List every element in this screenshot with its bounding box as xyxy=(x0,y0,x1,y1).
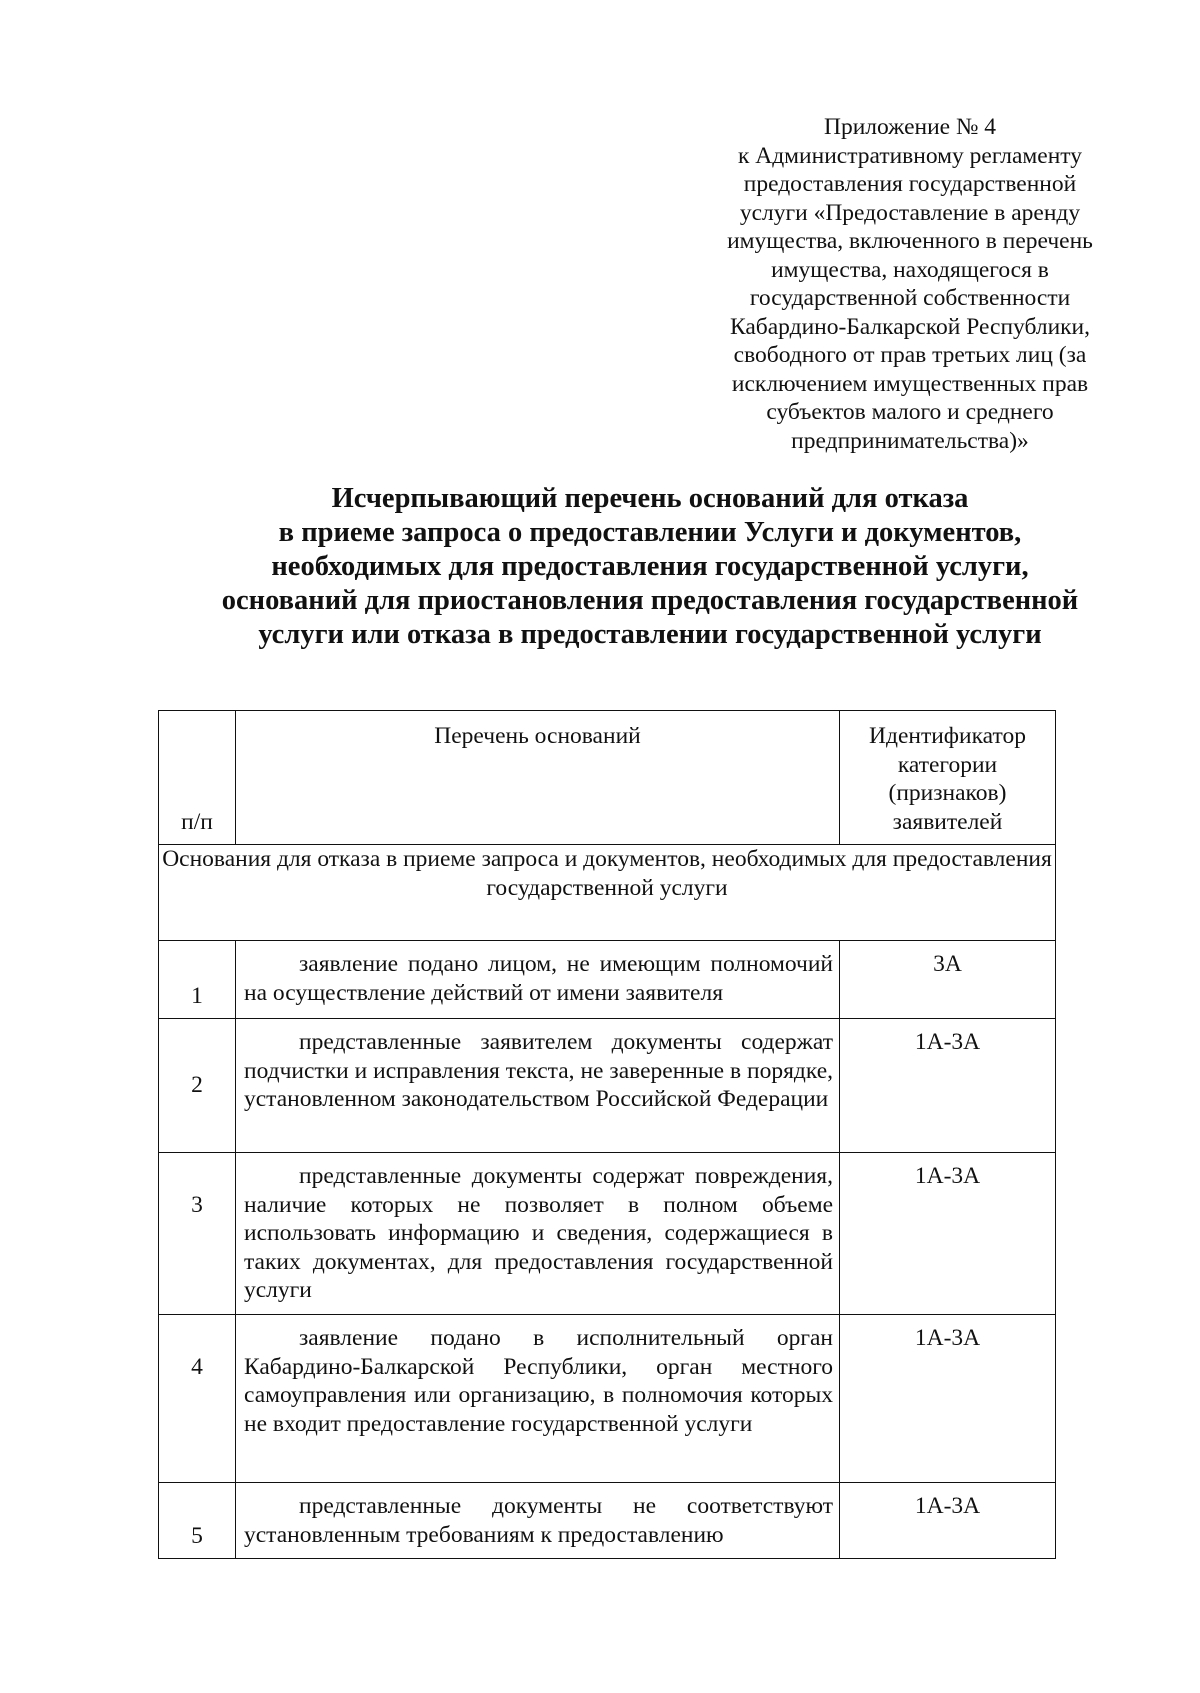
row-identifier: 3А xyxy=(840,941,1056,1019)
appendix-line: субъектов малого и среднего xyxy=(766,399,1054,425)
appendix-line: к Административному регламенту xyxy=(737,142,1083,169)
title-line: Исчерпывающий перечень оснований для отказа xyxy=(331,483,969,514)
appendix-line: исключением имущественных прав xyxy=(731,370,1089,397)
appendix-line: Кабардино-Балкарской Республики, xyxy=(729,313,1091,340)
row-identifier: 1А-3А xyxy=(840,1315,1056,1483)
appendix-line: предоставления государственной xyxy=(743,171,1077,197)
header-grounds: Перечень оснований xyxy=(236,711,840,845)
section-title: Основания для отказа в приеме запроса и документов, необходимых для предоставления государственной услуги xyxy=(159,845,1056,941)
row-number: 3 xyxy=(159,1153,236,1315)
document-title xyxy=(200,482,1100,652)
appendix-line: предпринимательства)» xyxy=(791,427,1029,454)
row-text: заявление подано в исполнительный орган Кабардино-Балкарской Республики, орган местного самоуправления или организацию, в полномочия которых не входит предоставление государственной услуги xyxy=(236,1315,840,1483)
appendix-line: государственной собственности xyxy=(749,285,1071,311)
row-number: 4 xyxy=(159,1315,236,1483)
grounds-table xyxy=(158,710,1056,1559)
row-identifier: 1А-3А xyxy=(840,1483,1056,1559)
appendix-line: свободного от прав третьих лиц (за xyxy=(733,342,1087,368)
row-identifier: 1А-3А xyxy=(840,1019,1056,1153)
row-text: представленные документы не соответствуют установленным требованиям к предоставлению xyxy=(236,1483,840,1559)
table-row xyxy=(159,941,1056,1019)
table-row xyxy=(159,1153,1056,1315)
row-number: 1 xyxy=(159,941,236,1019)
row-text: представленные заявителем документы содержат подчистки и исправления текста, не заверенные в порядке, установленном законодательством Российской Федерации xyxy=(236,1019,840,1153)
appendix-line: Приложение № 4 xyxy=(823,114,997,140)
title-line: в приеме запроса о предоставлении Услуги и документов, xyxy=(278,517,1022,548)
header-identifier: Идентификатор категории (признаков) заявителей xyxy=(840,711,1056,845)
header-number: п/п xyxy=(159,711,236,845)
section-row xyxy=(159,845,1056,941)
title-line: оснований для приостановления предоставления государственной xyxy=(221,585,1079,616)
appendix-line: услуги «Предоставление в аренду xyxy=(739,199,1081,226)
title-line: услуги или отказа в предоставлении государственной услуги xyxy=(258,619,1042,650)
row-text: представленные документы содержат повреждения, наличие которых не позволяет в полном объеме использовать информацию и сведения, содержащиеся в таких документах, для предоставления государственной услуги xyxy=(236,1153,840,1315)
table-row xyxy=(159,1315,1056,1483)
row-text: заявление подано лицом, не имеющим полномочий на осуществление действий от имени заявителя xyxy=(236,941,840,1019)
row-identifier: 1А-3А xyxy=(840,1153,1056,1315)
table-row xyxy=(159,1019,1056,1153)
table-row xyxy=(159,1483,1056,1559)
row-number: 5 xyxy=(159,1483,236,1559)
appendix-line: имущества, находящегося в xyxy=(771,256,1049,283)
row-number: 2 xyxy=(159,1019,236,1153)
appendix-line: имущества, включенного в перечень xyxy=(727,228,1093,254)
table-header-row xyxy=(159,711,1056,845)
title-line: необходимых для предоставления государственной услуги, xyxy=(271,551,1029,582)
appendix-block xyxy=(705,113,1115,455)
